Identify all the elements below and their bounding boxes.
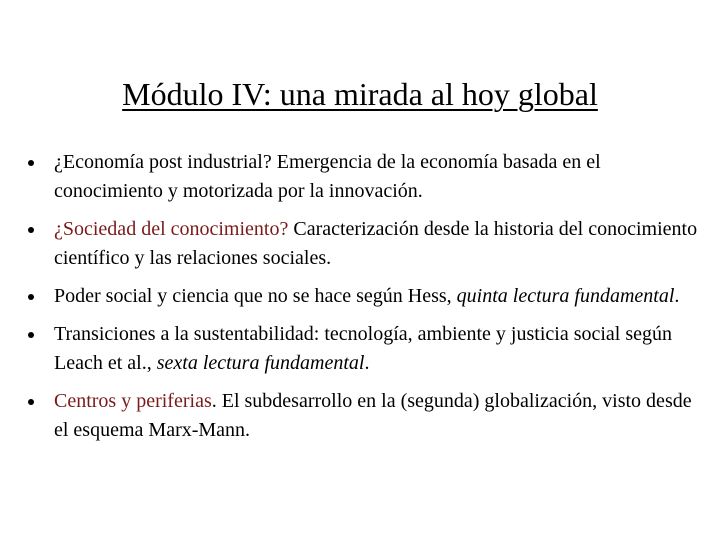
bullet-dot-icon <box>28 294 34 300</box>
bullet-item-4 <box>24 320 704 378</box>
bullet-tail: . <box>674 285 680 307</box>
bullet-italic: quinta lectura fundamental <box>456 285 675 307</box>
bullet-dot-icon <box>28 399 34 405</box>
bullet-text: Poder social y ciencia que no se hace según Hess, <box>54 285 457 307</box>
bullet-dot-icon <box>28 332 34 338</box>
bullet-dot-icon <box>28 160 34 166</box>
bullet-text: ¿Economía post industrial? Emergencia de la economía basada en el conocimiento y motorizada por la innovación. <box>54 151 601 202</box>
bullet-lead: Centros y periferias <box>54 390 212 412</box>
bullet-item-3 <box>24 282 704 311</box>
bullet-text: . El subdesarrollo en la (segunda) globalización, visto desde el esquema Marx-Mann. <box>54 390 692 441</box>
bullet-item-2 <box>24 215 704 273</box>
bullet-item-1 <box>24 148 704 206</box>
bullet-item-5 <box>24 387 704 445</box>
slide-title: Módulo IV: una mirada al hoy global <box>122 76 598 112</box>
bullet-text: Caracterización desde la historia del conocimiento científico y las relaciones sociales. <box>54 218 698 269</box>
bullet-text: Transiciones a la sustentabilidad: tecnología, ambiente y justicia social según Leach et al., <box>54 323 673 374</box>
bullet-list <box>24 148 704 454</box>
bullet-tail: . <box>364 352 370 374</box>
bullet-dot-icon <box>28 227 34 233</box>
bullet-lead: ¿Sociedad del conocimiento? <box>54 218 289 240</box>
bullet-italic: sexta lectura fundamental <box>156 352 365 374</box>
